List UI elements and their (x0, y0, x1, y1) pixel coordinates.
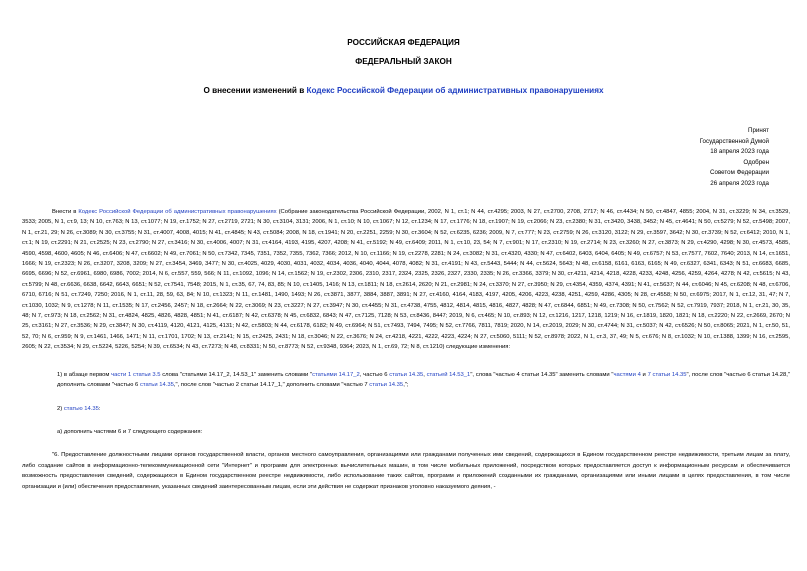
acceptance-block (700, 126, 769, 190)
law-body (22, 207, 790, 492)
amend2-prefix: 2) (57, 405, 64, 412)
intro-text: (Собрание законодательства Российской Федерации, 2002, N 1, ст.1; N 44, ст.4295; 2003, N 27, ст.2700, 2708, 2717; N 46, ст.4434; N 50, ст.4847, 4855; 2004, N 31, ст.3229; N 34, ст.3529, 3533; 2005, N 1, ст.9, 13; N 10, ст.763; N 13, ст.1077; N 19, ст.1752; N 27, ст.2719, 2721; N 30, ст.3104, 3131; 2006, N 1, ст.10; N 10, ст.1067; N 12, ст.1234; N 17, ст.1776; N 18, ст.1907; N 19, ст.2066; N 23, ст.2380; N 31, ст.3420, 3438, 3452; N 45, ст.4641; N 50, ст.5279; N 52, ст.5498; 2007, N 1, ст.21, 29; N 26, ст.3089; N 30, ст.3755; N 31, ст.4007, 4008, 4015; N 41, ст.4845; N 43, ст.5084; 2008, N 18, ст.1941; N 20, ст.2251, 2259; N 30, ст.3604; N 52, ст.6235, 6236; 2009, N 7, ст.777; N 23, ст.2759; N 26, ст.3120, 3122; N 29, ст.3597, 3642; N 30, ст.3739; N 52, ст.6412; 2010, N 1, ст.1; N 19, ст.2291; N 21, ст.2525; N 23, ст.2790; N 27, ст.3416; N 30, ст.4006, 4007; N 31, ст.4164, 4193, 4195, 4207, 4208; N 41, ст.5192; N 49, ст.6409; 2011, N 1, ст.10, 23, 54; N 7, ст.901; N 17, ст.2310; N 19, ст.2714; N 23, ст.3260; N 27, ст.3873; N 29, ст.4290, 4298; N 30, ст.4573, 4585, 4590, 4598, 4600, 4605; N 46, ст.6406; N 47, ст.6602; N 49, ст.7061; N 50, ст.7342, 7345, 7351, 7352, 7355, 7362, 7366; 2012, N 10, ст.1166; N 19, ст.2278, 2281; N 24, ст.3082; N 31, ст.4320, 4330; N 47, ст.6402, 6403, 6404, 6405; N 49, ст.6757; N 53, ст.7577, 7602, 7640; 2013, N 14, ст.1651, 1666; N 19, ст.2323; N 26, ст.3207, 3208, 3209; N 27, ст.3454, 3469, 3477; N 30, ст.4025, 4029, 4030, 4031, 4032, 4034, 4036, 4040, 4044, 4078, 4082; N 31, ст.4191; N 43, ст.5443, 5444; N 44, ст.5624, 5643; N 48, ст.6158, 6161, 6163, 6165; N 49, ст.6327, 6341, 6343; N 51, ст.6683, 6685, 6695, 6696; N 52, ст.6961, 6980, 6986, 7002; 2014, N 6, ст.557, 559, 566; N 11, ст.1092, 1096; N 14, ст.1562; N 19, ст.2302, 2306, 2310, 2317, 2324, 2325, 2326, 2327, 2330, 2335; N 26, ст.3366, 3379; N 30, ст.4211, 4214, 4218, 4228, 4233, 4248, 4256, 4259, 4264, 4278; N 42, ст.5615; N 43, ст.5799; N 48, ст.6636, 6638, 6642, 6643, 6651; N 52, ст.7541, 7548; 2015, N 1, ст.35, 67, 74, 83, 85; N 10, ст.1405, 1416; N 13, ст.1811; N 18, ст.2614, 2620; N 21, ст.2981; N 24, ст.3370; N 27, ст.3950; N 29, ст.4354, 4359, 4374, 4391; N 41, ст.5637; N 44, ст.6046; N 45, ст.6208; N 48, ст.6706, 6710, 6716; N 51, ст.7249, 7250; 2016, N 1, ст.11, 28, 59, 63, 84; N 10, ст.1323; N 11, ст.1481, 1490, 1493; N 26, ст.3871, 3877, 3884, 3887, 3891; N 27, ст.4160, 4164, 4183, 4197, 4205, 4206, 4223, 4238, 4251, 4259, 4286, 4305; N 28, ст.4558; N 50, ст.6975; 2017, N 1, ст.12, 31, 47; N 7, ст.1030, 1032; N 9, ст.1278; N 11, ст.1535; N 17, ст.2456, 2457; N 18, ст.2664; N 22, ст.3069; N 23, ст.3227; N 27, ст.3947; N 30, ст.4455; N 31, ст.4738, 4755, 4812, 4814, 4815, 4816, 4827, 4828; N 47, ст.6844, 6851; N 49, ст.7308; N 50, ст.7562; N 52, ст.7919, 7937; 2018, N 1, ст.21, 30, 35, 48; N 7, ст.973; N 18, ст.2562; N 31, ст.4824, 4825, 4826, 4828, 4851; N 41, ст.6187; N 42, ст.6378; N 45, ст.6832, 6843; N 47, ст.7125, 7128; N 53, ст.8436, 8447; 2019, N 6, ст.465; N 10, ст.893; N 12, ст.1216, 1217, 1218, 1219; N 16, ст.1819, 1820, 1821; N 18, ст.2220; N 22, ст.2669, 2670; N 25, ст.3161; N 27, ст.3536; N 29, ст.3847; N 30, ст.4119, 4120, 4121, 4125, 4131; N 42, ст.5803; N 44, ст.6178, 6182; N 49, ст.6964; N 51, ст.7493, 7494, 7495; N 52, ст.7766, 7811, 7819; 2020, N 14, ст.2019, 2029; N 30, ст.4744; N 31, ст.5037; N 42, ст.6526; N 50, ст.8065; 2021, N 1, ст.50, 51, 52, 70; N 6, ст.959; N 9, ст.1461, 1466, 1471; N 11, ст.1701, 1702; N 13, ст.2141; N 15, ст.2425, 2431; N 18, ст.3046; N 22, ст.3676; N 24, ст.4218, 4221, 4222, 4223, 4224; N 27, ст.5060, 5111; N 52, ст.8978; 2022, N 1, ст.3, 37, 49; N 5, ст.676; N 8, ст.1032; N 10, ст.1388, 1399; N 16, ст.2595, 2605; N 22, ст.3534; N 29, ст.5224, 5226, 5254; N 39, ст.6534; N 43, ст.7273; N 48, ст.8331; N 50, ст.8773; N 52, ст.9348, 9364; 2023, N 1, ст.69, 72; N 8, ст.1210) следующие изменения: (22, 209, 790, 351)
amend1-link-7[interactable]: статьи 14.35 (139, 382, 174, 389)
amendment-1 (22, 370, 790, 391)
amend1-link-4[interactable]: статьей 14.53_1 (426, 371, 471, 378)
amend1-text-4: , (423, 371, 427, 378)
amend1-text-1: 1) в абзаце первом (57, 371, 112, 378)
amend1-link-2[interactable]: статьями 14.17_2 (312, 371, 360, 378)
amend1-link-3[interactable]: статьи 14.35 (389, 371, 424, 378)
country-heading: РОССИЙСКАЯ ФЕДЕРАЦИЯ (347, 38, 460, 47)
accept-line-5: Советом Федерации (710, 169, 769, 177)
amend1-text-5: ", слова "частью 4 статьи 14.35" заменить словами " (470, 371, 614, 378)
amend2-link[interactable]: статью 14.35 (63, 405, 99, 412)
law-title-prefix: О внесении изменений в (203, 86, 307, 95)
amend1-text-9: ,"; (403, 382, 409, 389)
amend1-link-5[interactable]: частями 4 (613, 371, 641, 378)
amend1-link-8[interactable]: статьи 14.35 (369, 382, 404, 389)
accept-line-6: 26 апреля 2023 года (710, 179, 769, 187)
doc-type-heading: ФЕДЕРАЛЬНЫЙ ЗАКОН (355, 57, 452, 66)
amend1-text-7: ", после слов "частью 6 статьи 14.28," дополнить словами "частью 6 (57, 371, 790, 389)
intro-prefix: Внести в (52, 209, 79, 215)
amend1-text-2: слова "статьями 14.17_2, 14.53_1" заменить словами " (160, 371, 313, 378)
accept-line-1: Принят (748, 127, 769, 134)
amend2-suffix: : (98, 405, 101, 412)
accept-line-2: Государственной Думой (699, 137, 769, 145)
amend1-text-8: ,", после слов "частью 2 статьи 14.17_1," дополнить словами "частью 7 (173, 382, 370, 389)
intro-code-link[interactable]: Кодекс Российской Федерации об административных правонарушениях (78, 209, 277, 215)
accept-line-3: 18 апреля 2023 года (710, 148, 769, 156)
accept-line-4: Одобрен (743, 158, 769, 166)
law-title (0, 86, 807, 95)
amend1-link-6[interactable]: 7 статьи 14.35 (647, 371, 687, 378)
amend1-link-1[interactable]: части 1 статьи 3.5 (111, 371, 161, 378)
quoted-part-6: "6. Предоставление должностными лицами органов государственной власти, органов местного самоуправления, организациями или гражданами полученных ими сведений, содержащихся в Едином государственном реестре недвижимости, третьим лицам за плату, либо создание сайтов в информационно-телекоммуникационной сети "Интернет" и программ для электронных вычислительных машин, в том числе мобильных приложений, посредством которых предоставляется доступ к информационным ресурсам и обеспечивается возможность предоставления сведений, содержащихся в Едином государственном реестре недвижимости, либо использование таких сайтов, программ и приложений созданными их гражданами, организациями или иными лицами в целях предоставления, в том числе организации и (или) обеспечения предоставления, указанных сведений заинтересованным лицам, если эти действия не содержат признаков уголовно наказуемого деяния, - (22, 452, 790, 490)
amend1-text-3: , частью 6 (359, 371, 390, 378)
amend1-text-6: и (640, 371, 648, 378)
amendment-2a: а) дополнить частями 6 и 7 следующего содержания: (57, 428, 203, 435)
intro-paragraph (22, 207, 790, 353)
amendment-2 (22, 404, 790, 414)
code-link[interactable]: Кодекс Российской Федерации об административных правонарушениях (306, 86, 604, 95)
